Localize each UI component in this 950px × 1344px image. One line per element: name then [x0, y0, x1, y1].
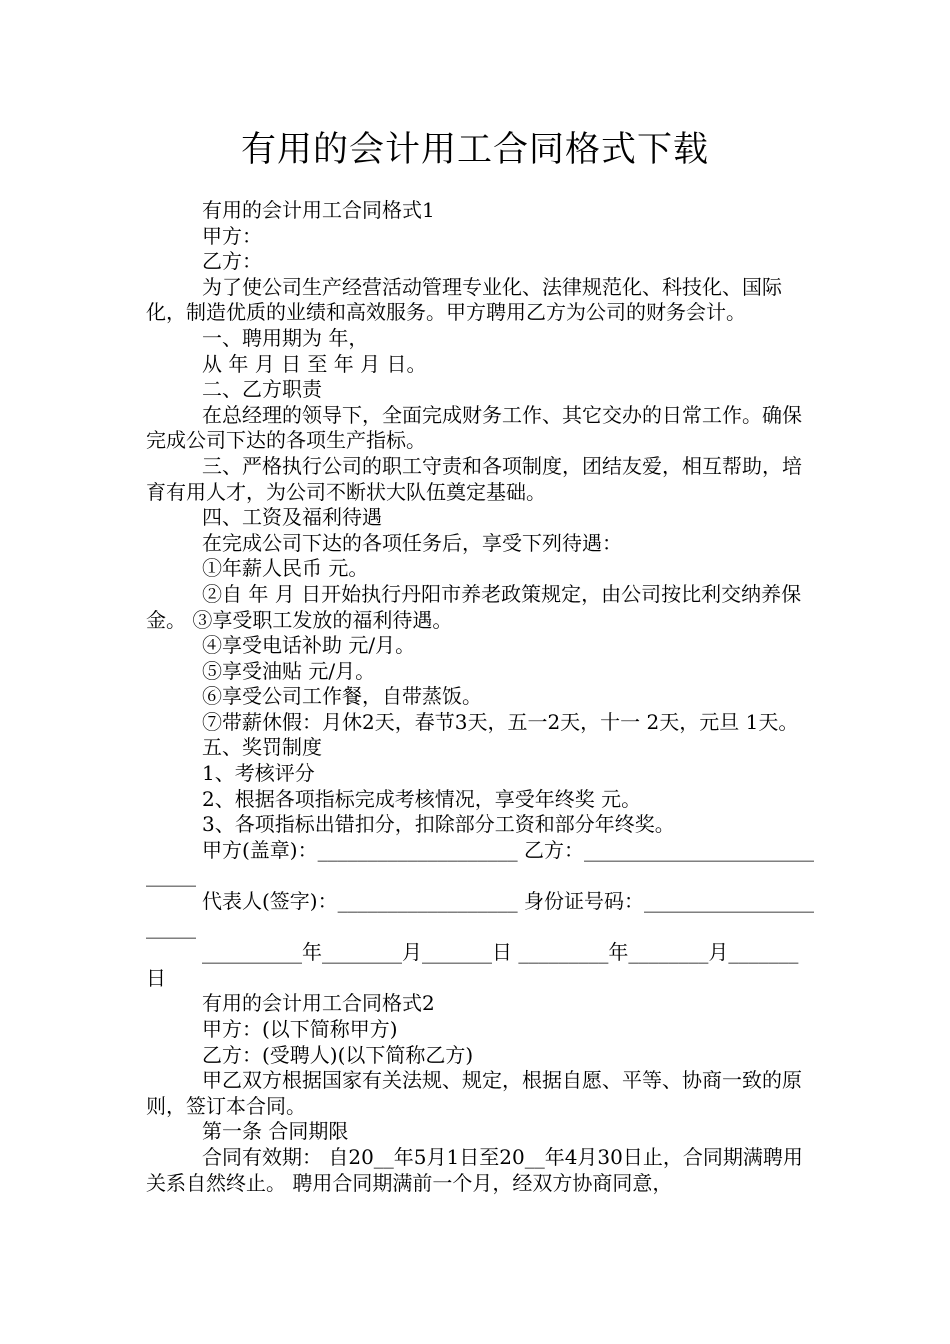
clause-heading: 四、工资及福利待遇	[202, 505, 382, 530]
list-item: ①年薪人民币 元。	[202, 556, 369, 581]
list-item: ⑦带薪休假：月休2天，春节3天，五一2天，十一 2天，元旦 1天。	[202, 709, 799, 734]
list-item: 1、考核评分	[202, 761, 315, 786]
list-item: ②自 年 月 日开始执行丹阳市养老政策规定，由公司按比利交纳养保金。 ③享受职工发放的福利待遇。	[146, 581, 802, 632]
list-item: ⑥享受公司工作餐，自带蒸饭。	[202, 684, 482, 709]
paragraph: 为了使公司生产经营活动管理专业化、法律规范化、科技化、国际化，制造优质的业绩和高效服务。甲方聘用乙方为公司的财务会计。	[146, 274, 782, 325]
party-a-line: 甲方：(以下简称甲方)	[202, 1017, 398, 1041]
paragraph: 甲乙双方根据国家有关法规、规定，根据自愿、平等、协商一致的原则，签订本合同。	[146, 1068, 802, 1118]
section-heading: 有用的会计用工合同格式2	[202, 991, 435, 1016]
signature-line: 甲方(盖章)：____________________ 乙方：____________________________	[146, 837, 814, 888]
paragraph: 合同有效期： 自20__年5月1日至20__年4月30日止，合同期满聘用关系自然终止。 聘用合同期满前一个月，经双方协商同意，	[146, 1144, 803, 1195]
party-b-line: 乙方：(受聘人)(以下简称乙方)	[202, 1042, 474, 1067]
paragraph: 在完成公司下达的各项任务后，享受下列待遇：	[202, 530, 622, 555]
party-b-line: 乙方：	[202, 249, 262, 274]
document-body	[146, 198, 814, 1196]
list-item: 2、根据各项指标完成考核情况，享受年终奖 元。	[202, 786, 642, 811]
clause-heading: 二、乙方职责	[202, 377, 322, 402]
list-item: ④享受电话补助 元/月。	[202, 633, 416, 658]
date-line: __________年________月_______日 _________年________月_______日	[146, 940, 799, 990]
article-heading: 第一条 合同期限	[202, 1119, 349, 1144]
list-item: ⑤享受油贴 元/月。	[202, 658, 376, 683]
clause-heading: 一、聘用期为 年，	[202, 325, 369, 350]
signature-line: 代表人(签字)：__________________ 身份证号码：______________________	[146, 889, 814, 939]
document-title: 有用的会计用工合同格式下载	[240, 130, 709, 170]
list-item: 3、各项指标出错扣分，扣除部分工资和部分年终奖。	[202, 812, 675, 837]
party-a-line: 甲方：	[202, 223, 262, 248]
clause-heading: 五、奖罚制度	[202, 735, 322, 760]
paragraph: 在总经理的领导下，全面完成财务工作、其它交办的日常工作。确保完成公司下达的各项生产指标。	[146, 402, 802, 453]
paragraph: 从 年 月 日 至 年 月 日。	[202, 351, 427, 376]
paragraph: 三、严格执行公司的职工守责和各项制度，团结友爱，相互帮助，培育有用人才，为公司不断状大队伍奠定基础。	[146, 453, 802, 504]
section-heading: 有用的会计用工合同格式1	[202, 198, 435, 222]
